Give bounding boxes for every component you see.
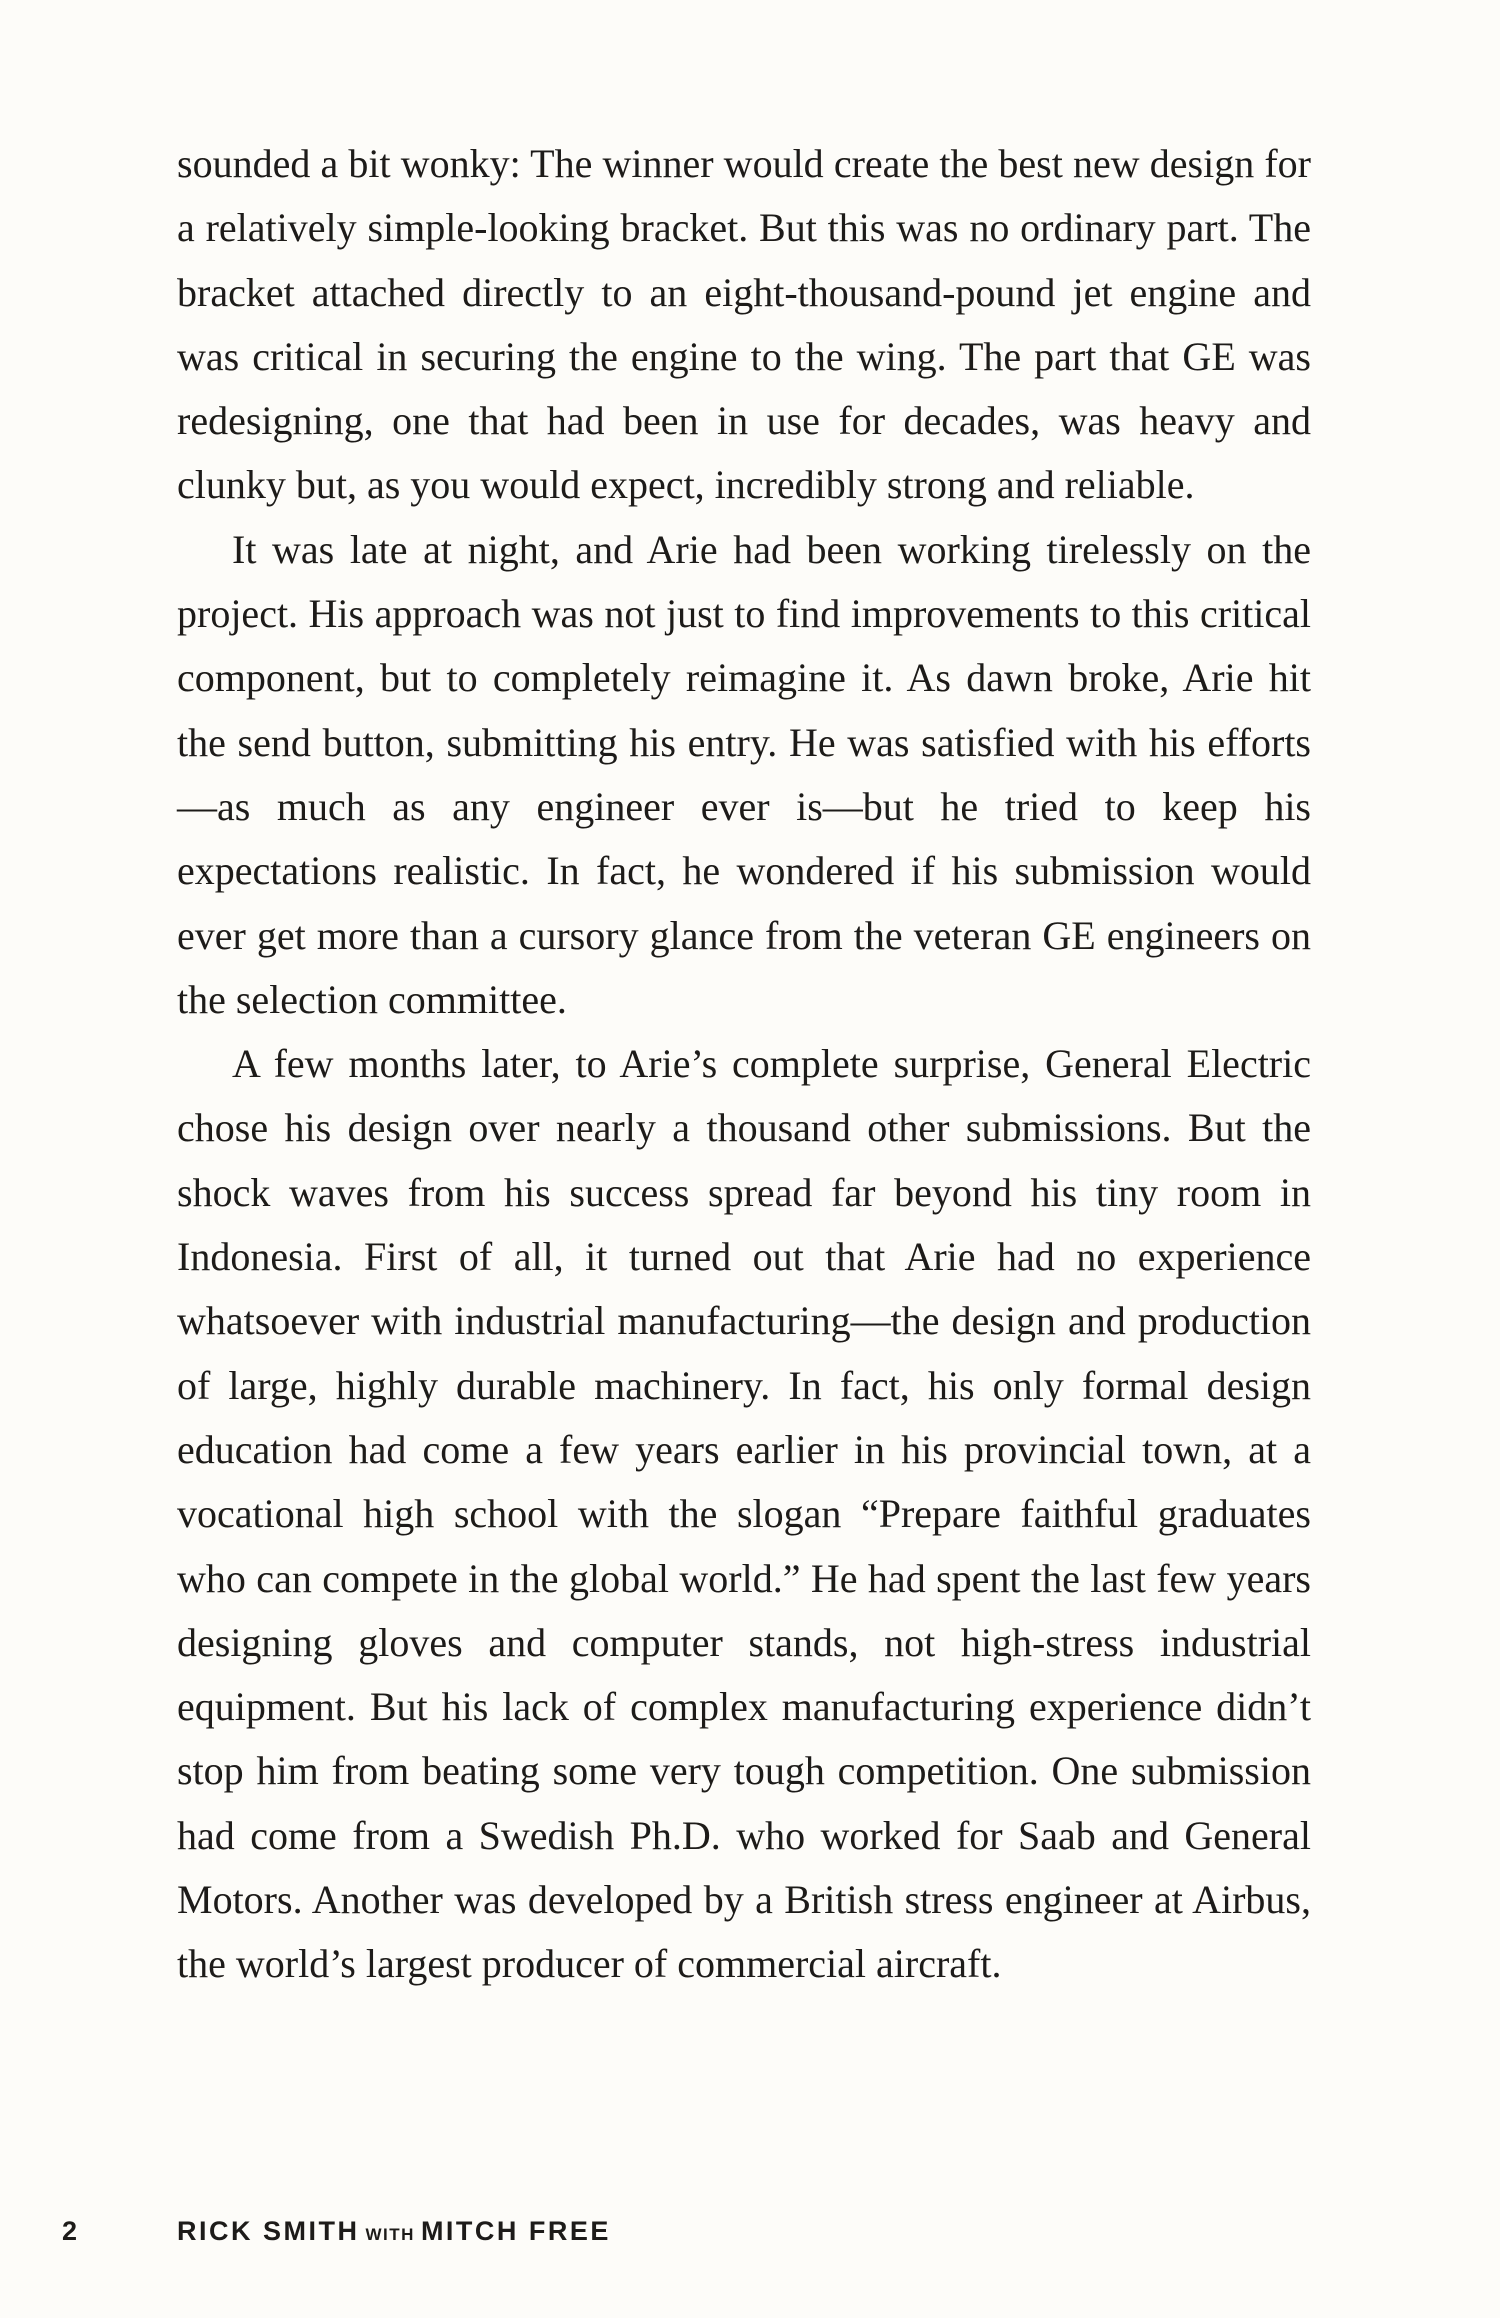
author-name: RICK SMITH (177, 2216, 360, 2246)
paragraph-2: It was late at night, and Arie had been working tirelessly on the project. His approach was not just to find improvements to this critical component, but to completely reimagine it. As dawn broke, Arie hit the send button, submitting his entry. He was satisfied with his efforts—as much as any engineer ever is—but he tried to keep his expectations realistic. In fact, he wondered if his submission would ever get more than a cursory glance from the veteran GE engineers on the selection committee. (177, 526, 1311, 1022)
paragraph-1: sounded a bit wonky: The winner would create the best new design for a relatively simple-looking bracket. But this was no ordinary part. The bracket attached directly to an eight-thousand-pound jet engine and was critical in securing the engine to the wing. The part that GE was redesigning, one that had been in use for decades, was heavy and clunky but, as you would expect, incredibly strong and reliable. (177, 141, 1311, 508)
coauthor-name: MITCH FREE (420, 2216, 611, 2246)
with-word: WITH (365, 2225, 415, 2244)
body-text (177, 132, 1311, 1997)
running-footer (62, 2216, 611, 2247)
page-number: 2 (62, 2216, 80, 2246)
paragraph-3: A few months later, to Arie’s complete surprise, General Electric chose his design over nearly a thousand other submissions. But the shock waves from his success spread far beyond his tiny room in Indonesia. First of all, it turned out that Arie had no experience whatsoever with industrial manufacturing—the design and production of large, highly durable machinery. In fact, his only formal design education had come a few years earlier in his provincial town, at a vocational high school with the slogan “Prepare faithful graduates who can compete in the global world.” He had spent the last few years designing gloves and computer stands, not high-stress industrial equipment. But his lack of complex manufacturing experience didn’t stop him from beating some very tough competition. One submission had come from a Swedish Ph.D. who worked for Saab and General Motors. Another was developed by a British stress engineer at Airbus, the world’s largest producer of commercial aircraft. (177, 1041, 1311, 1987)
